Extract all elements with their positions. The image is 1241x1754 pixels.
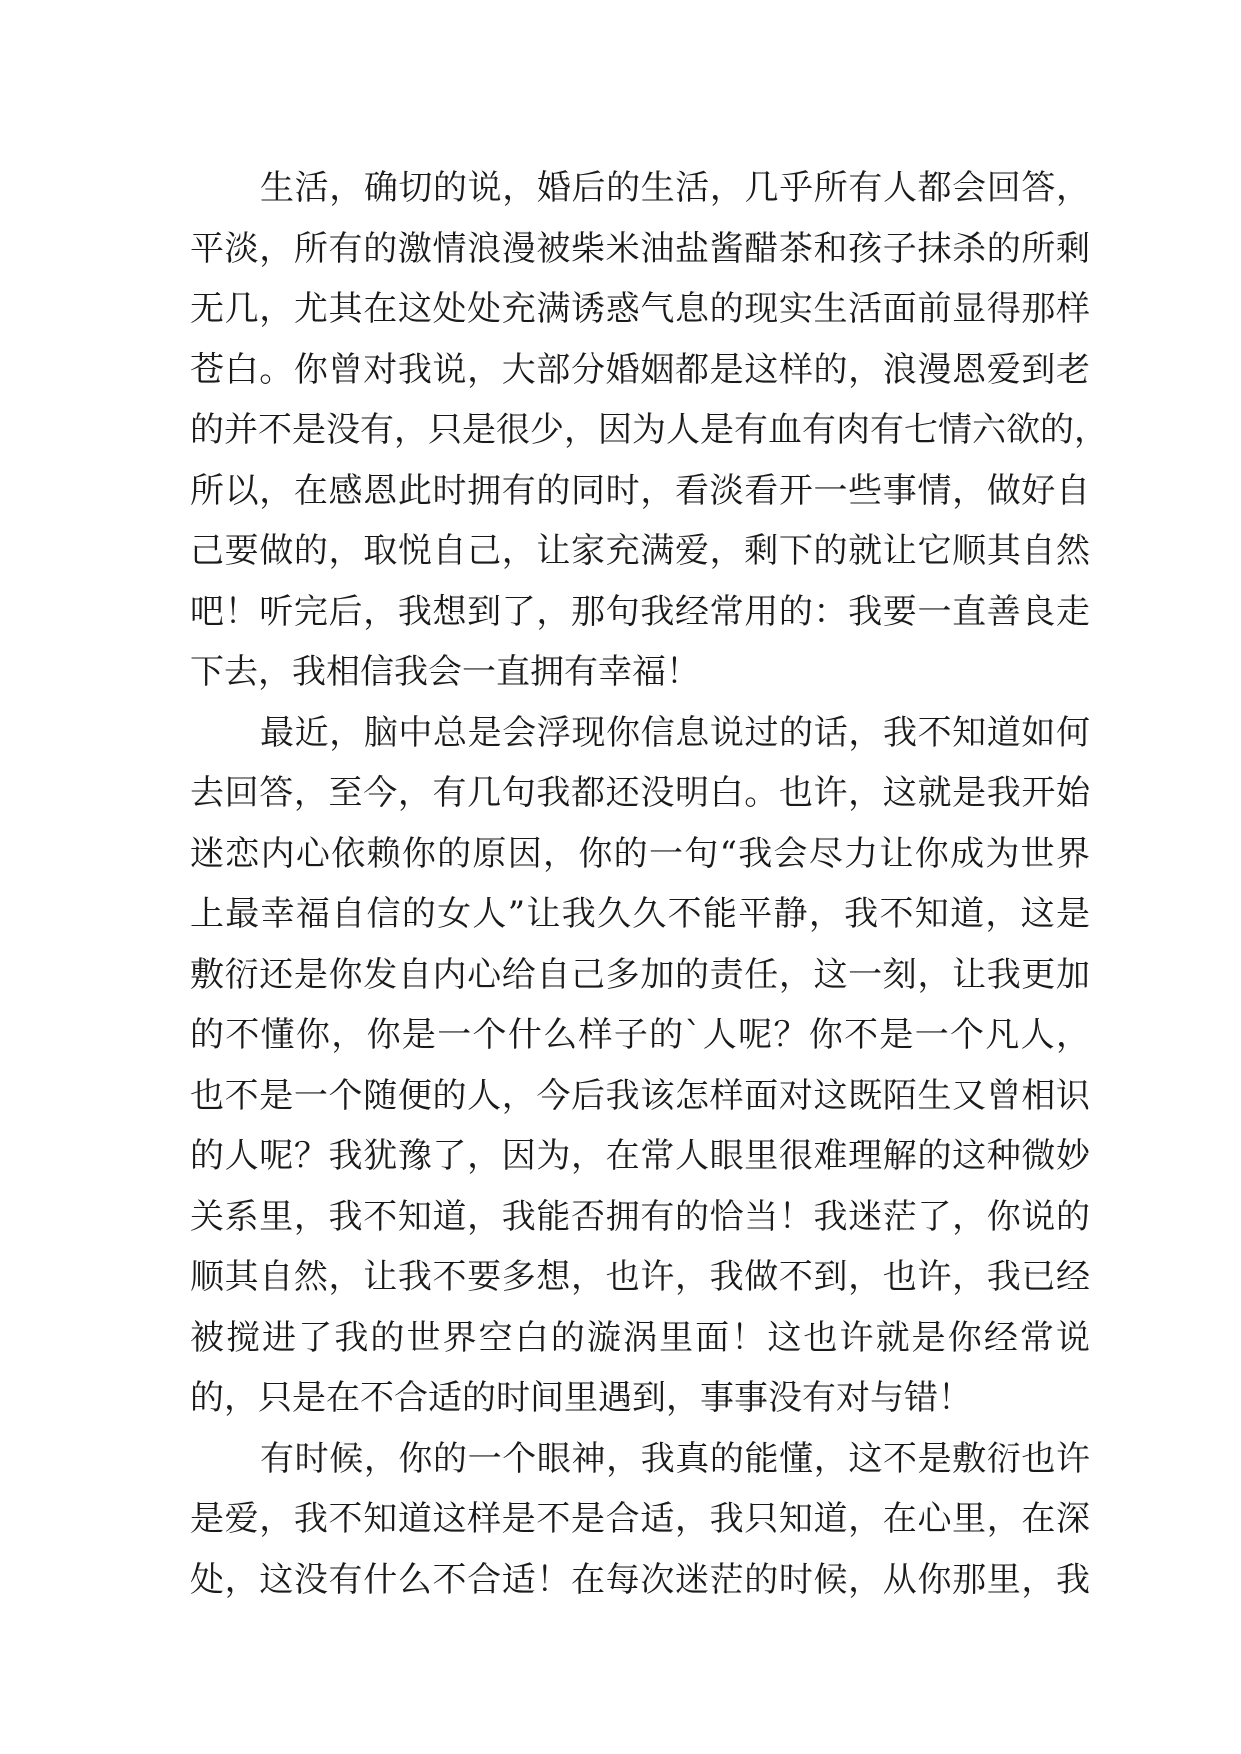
text-line: 顺其自然，让我不要多想，也许，我做不到，也许，我已经 (190, 1257, 1090, 1297)
paragraph-1 (190, 158, 1108, 703)
text-line: 己要做的，取悦自己，让家充满爱，剩下的就让它顺其自然 (190, 531, 1090, 571)
text-line: 所以，在感恩此时拥有的同时，看淡看开一些事情，做好自 (190, 470, 1090, 511)
paragraph-2 (190, 703, 1090, 1429)
text-line: 的不懂你，你是一个什么样子的`人呢？你不是一个凡人， (190, 1015, 1090, 1055)
text-line: 生活，确切的说，婚后的生活，几乎所有人都会回答， (260, 168, 1090, 208)
text-line: 吧！听完后，我想到了，那句我经常用的：我要一直善良走 (190, 591, 1090, 632)
text-line: 下去，我相信我会一直拥有幸福！ (190, 652, 700, 692)
text-line: 的人呢？我犹豫了，因为，在常人眼里很难理解的这种微妙 (190, 1136, 1090, 1176)
text-line: 无几，尤其在这处处充满诱惑气息的现实生活面前显得那样 (190, 289, 1090, 329)
text-line: 迷恋内心依赖你的原因，你的一句“我会尽力让你成为世界 (190, 833, 1090, 874)
text-line: 被搅进了我的世界空白的漩涡里面！这也许就是你经常说 (190, 1317, 1090, 1358)
text-line: 去回答，至今，有几句我都还没明白。也许，这就是我开始 (190, 773, 1090, 813)
text-line: 的并不是没有，只是很少，因为人是有血有肉有七情六欲的， (190, 410, 1108, 450)
paragraph-3 (190, 1429, 1090, 1611)
text-line: 也不是一个随便的人，今后我该怎样面对这既陌生又曾相识 (190, 1075, 1090, 1116)
text-line: 有时候，你的一个眼神，我真的能懂，这不是敷衍也许 (260, 1438, 1090, 1479)
text-line: 是爱，我不知道这样是不是合适，我只知道，在心里，在深 (190, 1499, 1090, 1539)
text-line: 处，这没有什么不合适！在每次迷茫的时候，从你那里，我 (190, 1559, 1090, 1600)
text-line: 苍白。你曾对我说，大部分婚姻都是这样的，浪漫恩爱到老 (190, 349, 1090, 390)
text-line: 最近，脑中总是会浮现你信息说过的话，我不知道如何 (260, 712, 1090, 753)
text-line: 关系里，我不知道，我能否拥有的恰当！我迷茫了，你说的 (190, 1196, 1090, 1237)
text-line: 敷衍还是你发自内心给自己多加的责任，这一刻，让我更加 (190, 954, 1090, 995)
document-body (190, 158, 1108, 1610)
text-line: 平淡，所有的激情浪漫被柴米油盐酱醋茶和孩子抹杀的所剩 (190, 228, 1090, 269)
text-line: 的，只是在不合适的时间里遇到，事事没有对与错！ (190, 1378, 972, 1418)
text-line: 上最幸福自信的女人”让我久久不能平静，我不知道，这是 (190, 894, 1090, 934)
